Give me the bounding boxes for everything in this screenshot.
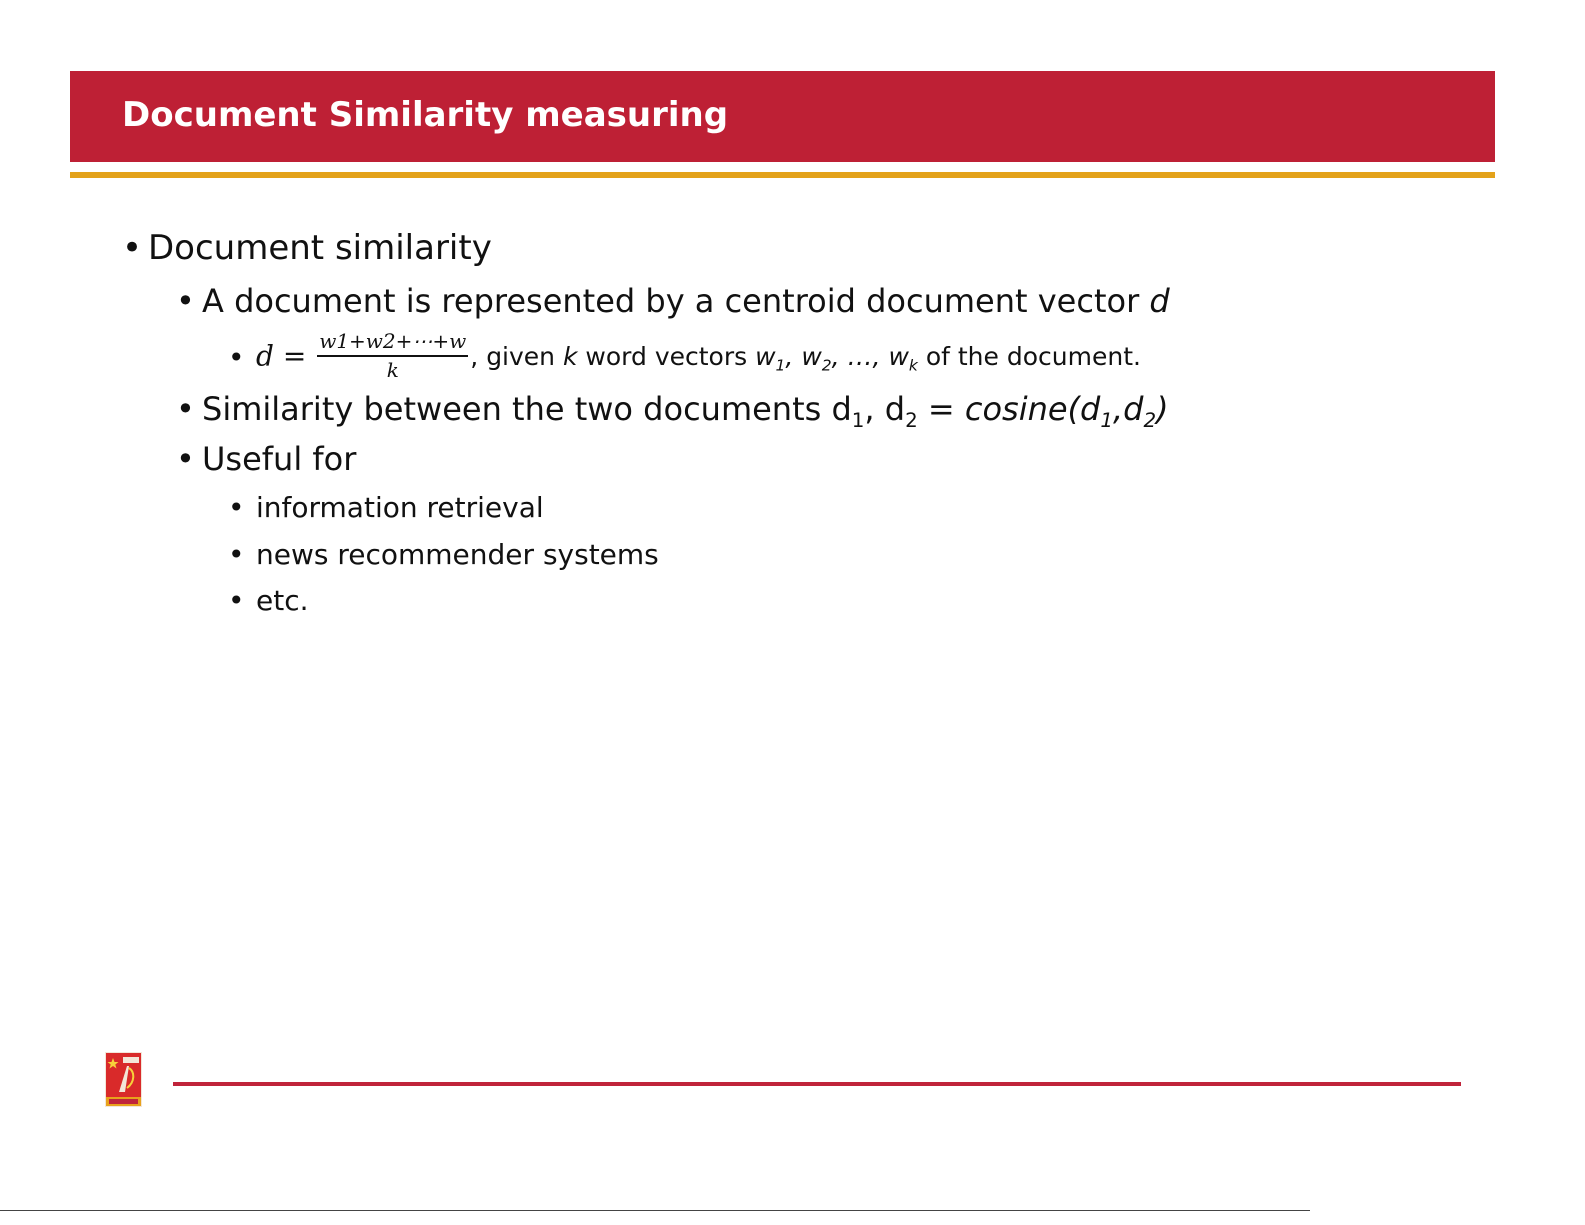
similarity-text: , d <box>864 390 906 428</box>
centroid-text: A document is represented by a centroid document vector <box>202 282 1150 320</box>
bullet-dot: • <box>122 228 143 268</box>
similarity-text: Similarity between the two documents d <box>202 390 852 428</box>
bullet-information-retrieval: information retrieval <box>256 491 544 524</box>
university-logo-icon <box>105 1052 142 1107</box>
var-w2: w <box>801 341 822 371</box>
bullet-news-recommender: news recommender systems <box>256 538 659 571</box>
bullet-dot: • <box>228 538 245 571</box>
sub-k: k <box>908 355 918 374</box>
formula-lhs: d = <box>256 339 307 373</box>
formula-description <box>470 341 1141 374</box>
page-bottom-rule <box>0 1210 1310 1211</box>
bullet-dot: • <box>228 341 245 374</box>
bullet-useful-for: Useful for <box>202 440 357 478</box>
separator: , <box>785 341 802 371</box>
var-wk: w <box>888 341 909 371</box>
formula-numerator: w1+w2+⋯+w <box>317 330 468 357</box>
equals: = <box>917 390 965 428</box>
sub-2: 2 <box>821 355 832 374</box>
bullet-etc: etc. <box>256 584 309 617</box>
bullet-dot: • <box>228 584 245 617</box>
desc-text: word vectors <box>577 341 756 371</box>
bullet-document-similarity: Document similarity <box>148 228 492 268</box>
footer-rule <box>173 1082 1461 1086</box>
sub-1: 1 <box>775 355 786 374</box>
sub-2: 2 <box>905 408 918 432</box>
bullet-dot: • <box>228 491 245 524</box>
sub-1: 1 <box>851 408 865 432</box>
var-w1: w <box>755 341 776 371</box>
bullet-dot: • <box>176 390 195 428</box>
formula-denominator: k <box>386 358 399 382</box>
slide-title: Document Similarity measuring <box>122 95 729 135</box>
sub-2: 2 <box>1143 408 1157 432</box>
separator: , …, <box>831 341 889 371</box>
desc-text: of the document. <box>917 341 1141 371</box>
bullet-centroid-formula <box>256 330 1141 382</box>
title-bar <box>70 71 1495 162</box>
bullet-similarity-cosine <box>202 390 1169 432</box>
bullet-dot: • <box>176 440 195 478</box>
bullet-dot: • <box>176 282 195 320</box>
desc-text: , given <box>470 341 563 371</box>
sub-1: 1 <box>1100 408 1113 432</box>
var-k: k <box>562 341 578 371</box>
cosine-function: ) <box>1156 390 1169 428</box>
bullet-centroid-vector <box>202 282 1170 320</box>
title-underline <box>70 172 1495 178</box>
formula-fraction <box>317 330 468 382</box>
cosine-function: ,d <box>1112 390 1144 428</box>
cosine-function: cosine(d <box>964 390 1101 428</box>
var-d: d <box>1149 282 1170 320</box>
